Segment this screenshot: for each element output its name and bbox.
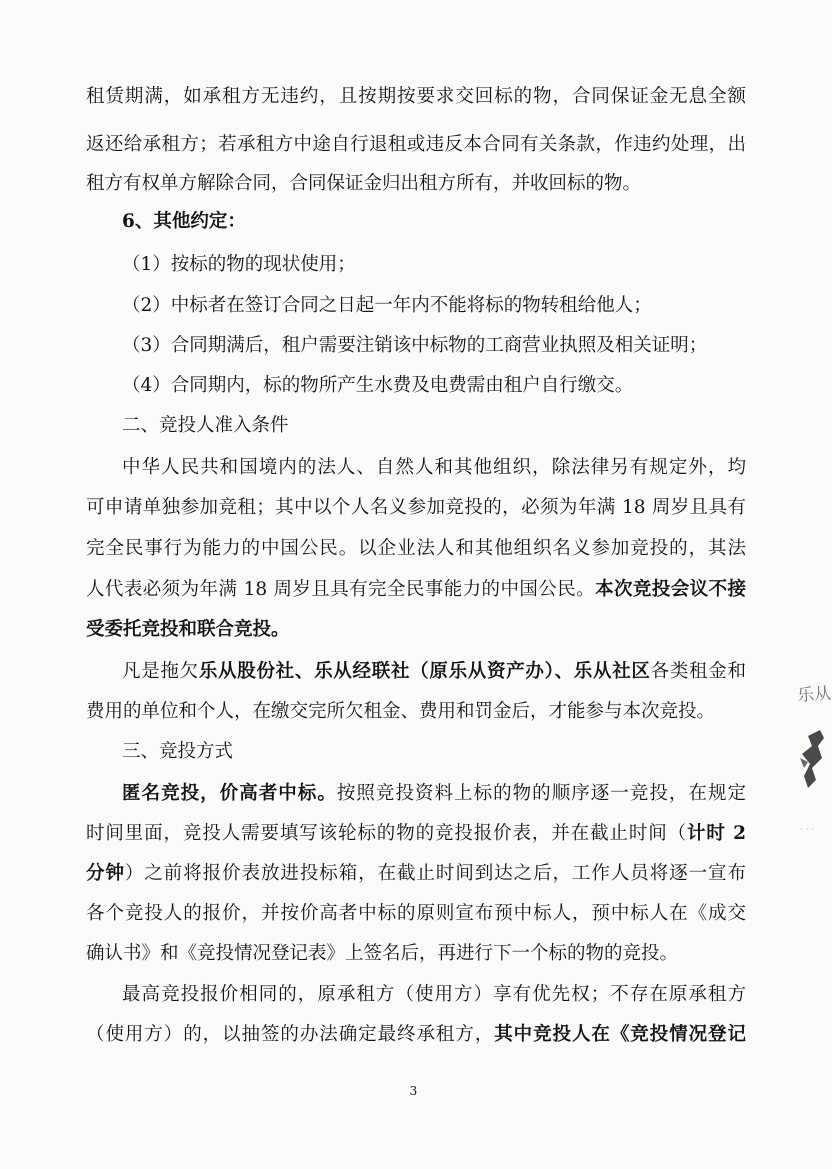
text-line: 各个竞投人的报价，并按价高者中标的原则宣布预中标人，预中标人在《成交 (86, 903, 746, 924)
text-line: 完全民事行为能力的中国公民。以企业法人和其他组织名义参加竞投的，其法 (86, 538, 746, 559)
text-run: 时间里面，竞投人需要填写该轮标的物的竞投报价表，并在截止时间（ (86, 823, 687, 844)
text-line: 确认书》和《竞投情况登记表》上签名后，再进行下一个标的物的竞投。 (86, 943, 679, 964)
list-item: （2）中标者在签订合同之日起一年内不能将标的物转租给他人； (122, 295, 652, 316)
text-line: 租方有权单方解除合同，合同保证金归出租方所有，并收回标的物。 (86, 173, 642, 194)
text-line (86, 1023, 746, 1047)
text-line (86, 578, 746, 602)
section-heading: 6、其他约定： (122, 211, 246, 232)
bold-run: 其中竞投人在《竞投情况登记 (494, 1024, 746, 1045)
text-run: 凡是拖欠 (122, 661, 199, 682)
seal-fragment: 乐从 (796, 683, 832, 707)
text-line: 可申请单独参加竞租；其中以个人名义参加竞投的，必须为年满 18 周岁且具有 (86, 497, 746, 518)
list-item: （3）合同期满后，租户需要注销该中标物的工商营业执照及相关证明； (122, 335, 708, 356)
text-line: 费用的单位和个人，在缴交完所欠租金、费用和罚金后，才能参与本次竞投。 (86, 701, 716, 722)
section-heading: 二、竞投人准入条件 (122, 415, 289, 436)
text-run: ）之前将报价表放进投标箱，在截止时间到达之后，工作人员将逐一宣布 (124, 863, 746, 884)
text-line (122, 660, 746, 684)
text-line: 租赁期满，如承租方无违约，且按期按要求交回标的物，合同保证金无息全额 (86, 86, 746, 107)
text-line (86, 822, 746, 846)
bold-run: 乐从股份社、乐从经联社（原乐从资产办）、乐从社区 (198, 661, 651, 682)
bold-run: 本次竞投会议不接 (595, 579, 746, 600)
text-line: 受委托竞投和联合竞投。 (86, 619, 290, 640)
page-number: 3 (409, 1084, 418, 1098)
text-line (86, 862, 746, 886)
text-line: 中华人民共和国境内的法人、自然人和其他组织，除法律另有规定外，均 (122, 457, 746, 478)
scan-specks: · · · (800, 825, 815, 835)
bold-run: 匿名竞投，价高者中标。 (122, 783, 337, 804)
bold-run: 分钟 (86, 863, 125, 884)
seal-mark-icon (798, 728, 827, 798)
text-line: 返还给承租方；若承租方中途自行退租或违反本合同有关条款，作违约处理，出 (86, 134, 746, 155)
text-run: （使用方）的，以抽签的办法确定最终承租方， (86, 1024, 495, 1045)
list-item: （1）按标的物的现状使用； (122, 254, 356, 275)
section-heading: 三、竞投方式 (122, 741, 234, 762)
text-run: 按照竞投资料上标的物的顺序逐一竞投，在规定 (336, 783, 746, 804)
text-run: 人代表必须为年满 18 周岁且具有完全民事能力的中国公民。 (86, 579, 596, 600)
bold-run: 计时 2 (687, 823, 746, 844)
text-run: 各类租金和 (650, 661, 746, 682)
text-line: 最高竞投报价相同的，原承租方（使用方）享有优先权；不存在原承租方 (122, 984, 746, 1005)
list-item: （4）合同期内，标的物所产生水费及电费需由租户自行缴交。 (122, 375, 634, 396)
text-line (122, 782, 746, 806)
